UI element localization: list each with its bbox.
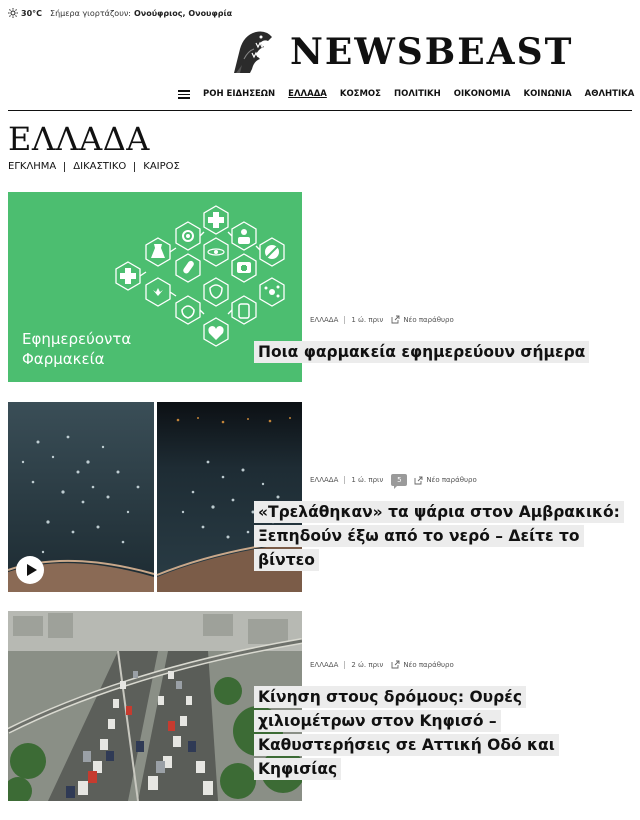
- article-category[interactable]: ΕΛΛΑΔΑ: [310, 315, 339, 324]
- subnav-separator: [64, 162, 65, 172]
- article-time: 1 ώ. πριν: [351, 315, 384, 324]
- nav-item-politiki[interactable]: ΠΟΛΙΤΙΚΗ: [393, 89, 441, 99]
- top-bar: [8, 6, 232, 20]
- new-window-icon[interactable]: [391, 660, 400, 669]
- site-logo[interactable]: [230, 28, 600, 76]
- nav-item-roi-eidiseon[interactable]: ΡΟΗ ΕΙΔΗΣΕΩΝ: [203, 89, 276, 99]
- subnav-item-kairos[interactable]: ΚΑΙΡΟΣ: [143, 161, 180, 172]
- shark-logo-icon: [230, 29, 276, 75]
- article-headline[interactable]: [254, 500, 632, 572]
- article-headline-text: Ποια φαρμακεία εφημερεύουν σήμερα: [254, 341, 589, 363]
- nav-item-oikonomia[interactable]: ΟΙΚΟΝΟΜΙΑ: [453, 89, 511, 99]
- header-divider: [8, 110, 632, 111]
- temperature: 30°C: [21, 8, 43, 18]
- subnav-item-egklima[interactable]: ΕΓΚΛΗΜΑ: [8, 161, 57, 172]
- new-window-icon[interactable]: [391, 315, 400, 324]
- namedays-label: Σήμερα γιορτάζουν:: [50, 8, 131, 18]
- meta-separator: [344, 476, 345, 484]
- nav-item-ellada[interactable]: ΕΛΛΑΔΑ: [288, 89, 327, 99]
- nav-item-athlitika[interactable]: ΑΘΛΗΤΙΚΑ: [584, 89, 635, 99]
- article-category[interactable]: ΕΛΛΑΔΑ: [310, 660, 339, 669]
- namedays: Ονούφριος, Ονουφρία: [134, 8, 233, 18]
- section-title: ΕΛΛΑΔΑ: [8, 120, 150, 158]
- article-time: 1 ώ. πριν: [351, 476, 384, 484]
- video-play-icon[interactable]: [16, 556, 44, 584]
- article-headline[interactable]: [254, 685, 574, 781]
- main-nav: [178, 85, 634, 103]
- article-card: [8, 611, 632, 801]
- sun-icon: [8, 8, 18, 18]
- new-window-icon[interactable]: [414, 476, 423, 485]
- meta-separator: [344, 661, 345, 669]
- article-meta: [310, 474, 477, 486]
- menu-hamburger-icon[interactable]: [178, 89, 190, 99]
- nav-item-koinonia[interactable]: ΚΟΙΝΩΝΙΑ: [523, 89, 572, 99]
- section-subnav: [8, 161, 180, 172]
- site-wordmark: NEWSBEAST: [290, 31, 574, 73]
- new-window-link[interactable]: Νέο παράθυρο: [426, 476, 477, 484]
- article-headline[interactable]: [254, 340, 632, 364]
- meta-separator: [344, 316, 345, 324]
- subnav-separator: [134, 162, 135, 172]
- article-time: 2 ώ. πριν: [351, 660, 384, 669]
- article-meta: [310, 315, 454, 324]
- article-headline-text: Κίνηση στους δρόμους: Ουρές χιλιομέτρων στον Κηφισό – Καθυστερήσεις σε Αττική Οδό και Κηφισίας: [254, 686, 559, 780]
- subnav-item-dikastiko[interactable]: ΔΙΚΑΣΤΙΚΟ: [73, 161, 127, 172]
- article-meta: [310, 660, 454, 669]
- comments-count-badge[interactable]: 5: [391, 474, 407, 486]
- new-window-link[interactable]: Νέο παράθυρο: [403, 660, 454, 669]
- image-caption-line-1: Εφημερεύοντα: [22, 330, 132, 348]
- image-caption-line-2: Φαρμακεία: [22, 350, 105, 368]
- article-card: [8, 402, 632, 592]
- article-category[interactable]: ΕΛΛΑΔΑ: [310, 476, 339, 484]
- article-headline-text: «Τρελάθηκαν» τα ψάρια στον Αμβρακικό: Ξεπηδούν έξω από το νερό – Δείτε το βίντεο: [254, 501, 624, 571]
- new-window-link[interactable]: Νέο παράθυρο: [403, 315, 454, 324]
- nav-item-kosmos[interactable]: ΚΟΣΜΟΣ: [339, 89, 381, 99]
- article-card: [8, 192, 632, 382]
